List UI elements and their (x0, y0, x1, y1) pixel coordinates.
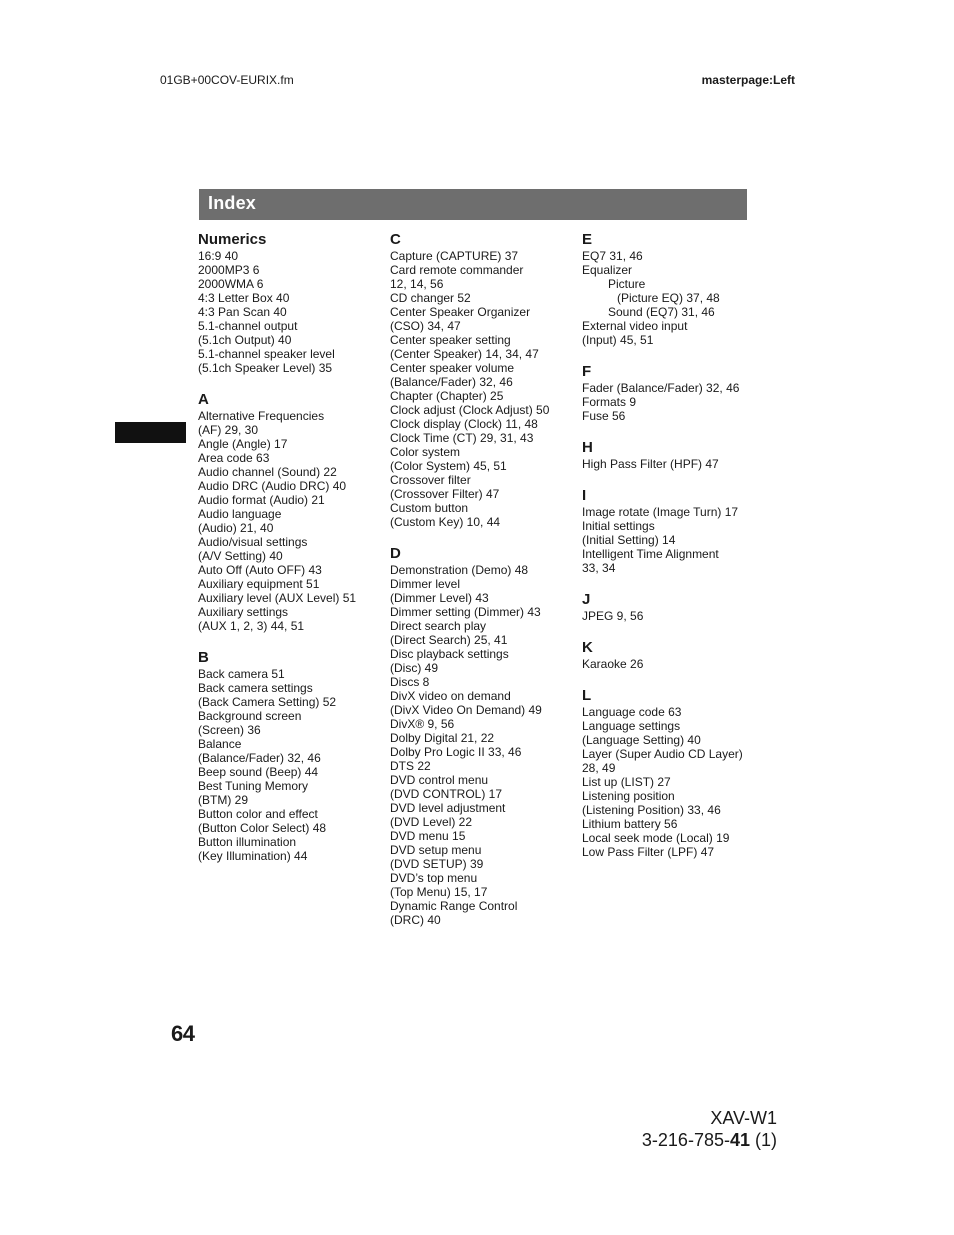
index-entry: Audio language (198, 507, 282, 521)
section-heading: E (582, 231, 593, 248)
index-entry: Fuse 56 (582, 409, 626, 423)
index-section (198, 391, 380, 633)
index-entry: (Audio) 21, 40 (198, 521, 274, 535)
index-entry: 4:3 Letter Box 40 (198, 291, 290, 305)
index-column-2 (390, 231, 565, 943)
model-number: XAV-W1 (710, 1108, 777, 1128)
index-entry: Center speaker volume (390, 361, 515, 375)
index-entry: (Custom Key) 10, 44 (390, 515, 501, 529)
index-entry: Color system (390, 445, 461, 459)
index-entry: Layer (Super Audio CD Layer) (582, 747, 743, 761)
index-entry: (5.1ch Speaker Level) 35 (198, 361, 333, 375)
index-entry: (Listening Position) 33, 46 (582, 803, 721, 817)
index-section (582, 487, 757, 575)
index-entry: Center Speaker Organizer (390, 305, 531, 319)
page-title: Index (208, 193, 257, 213)
index-entry: (Initial Setting) 14 (582, 533, 676, 547)
header-masterpage: masterpage:Left (701, 73, 795, 87)
index-entry: Custom button (390, 501, 469, 515)
index-entry: 33, 34 (582, 561, 616, 575)
index-section (582, 687, 757, 859)
header-filename: 01GB+00COV-EURIX.fm (160, 73, 294, 87)
index-entry: (Picture EQ) 37, 48 (617, 291, 720, 305)
section-tab-marker (115, 422, 186, 443)
index-entry: Clock adjust (Clock Adjust) 50 (390, 403, 550, 417)
index-section (582, 639, 757, 671)
index-entry: (BTM) 29 (198, 793, 249, 807)
index-section (198, 649, 380, 863)
index-entry: (Dimmer Level) 43 (390, 591, 489, 605)
index-entry: Image rotate (Image Turn) 17 (582, 505, 739, 519)
index-entry: Alternative Frequencies (198, 409, 325, 423)
index-entry: List up (LIST) 27 (582, 775, 671, 789)
index-entry: (DRC) 40 (390, 913, 441, 927)
index-entry: Dimmer level (390, 577, 461, 591)
index-entry: Language settings (582, 719, 681, 733)
index-entry: Initial settings (582, 519, 655, 533)
index-entry: Intelligent Time Alignment (582, 547, 719, 561)
index-entry: Angle (Angle) 17 (198, 437, 288, 451)
index-section (390, 231, 565, 529)
section-heading: H (582, 439, 593, 456)
index-entry: (Screen) 36 (198, 723, 261, 737)
section-heading: I (582, 487, 587, 504)
index-entry: Picture (608, 277, 646, 291)
index-column-3 (582, 231, 757, 875)
index-entry: Capture (CAPTURE) 37 (390, 249, 519, 263)
index-entry: (Key Illumination) 44 (198, 849, 308, 863)
index-section (582, 439, 757, 471)
section-heading: J (582, 591, 591, 608)
index-entry: (Balance/Fader) 32, 46 (390, 375, 513, 389)
index-entry: Card remote commander (390, 263, 524, 277)
index-entry: Background screen (198, 709, 302, 723)
index-entry: Auto Off (Auto OFF) 43 (198, 563, 322, 577)
index-entry: (Center Speaker) 14, 34, 47 (390, 347, 539, 361)
index-entry: DTS 22 (390, 759, 431, 773)
index-entry: 16:9 40 (198, 249, 239, 263)
index-entry: Karaoke 26 (582, 657, 644, 671)
index-entry: (DivX Video On Demand) 49 (390, 703, 542, 717)
index-entry: 5.1-channel output (198, 319, 298, 333)
index-entry: Chapter (Chapter) 25 (390, 389, 504, 403)
index-entry: (5.1ch Output) 40 (198, 333, 292, 347)
index-entry: (Disc) 49 (390, 661, 439, 675)
section-heading: B (198, 649, 209, 666)
index-title-bar (199, 189, 747, 220)
section-heading: Numerics (198, 231, 267, 248)
index-section (582, 231, 757, 347)
index-entry: Clock display (Clock) 11, 48 (390, 417, 538, 431)
index-entry: Dimmer setting (Dimmer) 43 (390, 605, 541, 619)
index-entry: External video input (582, 319, 688, 333)
index-entry: Beep sound (Beep) 44 (198, 765, 319, 779)
index-entry: Dolby Pro Logic II 33, 46 (390, 745, 522, 759)
index-entry: (Back Camera Setting) 52 (198, 695, 337, 709)
index-entry: Local seek mode (Local) 19 (582, 831, 730, 845)
index-entry: Dolby Digital 21, 22 (390, 731, 495, 745)
index-entry: Audio/visual settings (198, 535, 308, 549)
index-section (582, 363, 757, 423)
index-entry: JPEG 9, 56 (582, 609, 644, 623)
index-entry: 2000WMA 6 (198, 277, 264, 291)
index-entry: Sound (EQ7) 31, 46 (608, 305, 715, 319)
index-column-1 (198, 231, 380, 879)
index-entry: 12, 14, 56 (390, 277, 444, 291)
index-entry: (Color System) 45, 51 (390, 459, 507, 473)
index-entry: Center speaker setting (390, 333, 511, 347)
index-entry: 4:3 Pan Scan 40 (198, 305, 287, 319)
index-entry: Language code 63 (582, 705, 682, 719)
index-entry: DVD setup menu (390, 843, 482, 857)
index-entry: (DVD Level) 22 (390, 815, 473, 829)
index-entry: Back camera 51 (198, 667, 285, 681)
index-entry: (Direct Search) 25, 41 (390, 633, 508, 647)
index-entry: Equalizer (582, 263, 633, 277)
index-entry: Auxiliary settings (198, 605, 289, 619)
index-entry: Formats 9 (582, 395, 637, 409)
index-entry: Back camera settings (198, 681, 313, 695)
index-entry: Dynamic Range Control (390, 899, 518, 913)
index-entry: DVD control menu (390, 773, 489, 787)
index-entry: Auxiliary equipment 51 (198, 577, 320, 591)
catalog-bold: 41 (729, 1130, 750, 1150)
catalog-number (642, 1130, 777, 1151)
page-number: 64 (171, 1021, 195, 1046)
index-entry: DVD’s top menu (390, 871, 478, 885)
index-entry: (A/V Setting) 40 (198, 549, 283, 563)
index-entry: 2000MP3 6 (198, 263, 260, 277)
index-entry: DivX® 9, 56 (390, 717, 455, 731)
index-entry: Auxiliary level (AUX Level) 51 (198, 591, 357, 605)
index-entry: Balance (198, 737, 242, 751)
index-entry: DVD menu 15 (390, 829, 466, 843)
index-entry: Direct search play (390, 619, 487, 633)
index-entry: DVD level adjustment (390, 801, 506, 815)
index-entry: Button color and effect (198, 807, 318, 821)
index-entry: (AF) 29, 30 (198, 423, 259, 437)
index-entry: High Pass Filter (HPF) 47 (582, 457, 719, 471)
index-entry: Audio DRC (Audio DRC) 40 (198, 479, 347, 493)
catalog-suffix: (1) (750, 1130, 777, 1150)
index-section (198, 231, 380, 375)
section-heading: A (198, 391, 209, 408)
index-entry: (Top Menu) 15, 17 (390, 885, 488, 899)
section-heading: K (582, 639, 593, 656)
index-entry: (CSO) 34, 47 (390, 319, 461, 333)
section-heading: F (582, 363, 592, 380)
index-entry: (Input) 45, 51 (582, 333, 654, 347)
index-entry: Button illumination (198, 835, 297, 849)
index-entry: Audio channel (Sound) 22 (198, 465, 337, 479)
index-entry: Low Pass Filter (LPF) 47 (582, 845, 715, 859)
index-entry: Lithium battery 56 (582, 817, 678, 831)
index-entry: Clock Time (CT) 29, 31, 43 (390, 431, 534, 445)
index-entry: Crossover filter (390, 473, 471, 487)
index-entry: (Button Color Select) 48 (198, 821, 327, 835)
index-entry: (DVD CONTROL) 17 (390, 787, 503, 801)
index-section (582, 591, 757, 623)
index-entry: Listening position (582, 789, 675, 803)
index-entry: Audio format (Audio) 21 (198, 493, 325, 507)
index-entry: Discs 8 (390, 675, 430, 689)
index-entry: 5.1-channel speaker level (198, 347, 335, 361)
index-entry: Best Tuning Memory (198, 779, 309, 793)
index-entry: DivX video on demand (390, 689, 511, 703)
index-entry: (Balance/Fader) 32, 46 (198, 751, 321, 765)
index-entry: (Language Setting) 40 (582, 733, 701, 747)
index-entry: EQ7 31, 46 (582, 249, 643, 263)
section-heading: C (390, 231, 401, 248)
index-entry: (Crossover Filter) 47 (390, 487, 500, 501)
index-entry: Demonstration (Demo) 48 (390, 563, 529, 577)
section-heading: L (582, 687, 592, 704)
catalog-prefix: 3-216-785- (641, 1130, 730, 1150)
index-entry: Fader (Balance/Fader) 32, 46 (582, 381, 740, 395)
index-section (390, 545, 565, 927)
index-entry: Disc playback settings (390, 647, 509, 661)
index-entry: 28, 49 (582, 761, 616, 775)
section-heading: D (390, 545, 401, 562)
index-entry: (DVD SETUP) 39 (390, 857, 484, 871)
index-entry: CD changer 52 (390, 291, 471, 305)
index-entry: (AUX 1, 2, 3) 44, 51 (198, 619, 305, 633)
index-entry: Area code 63 (198, 451, 270, 465)
